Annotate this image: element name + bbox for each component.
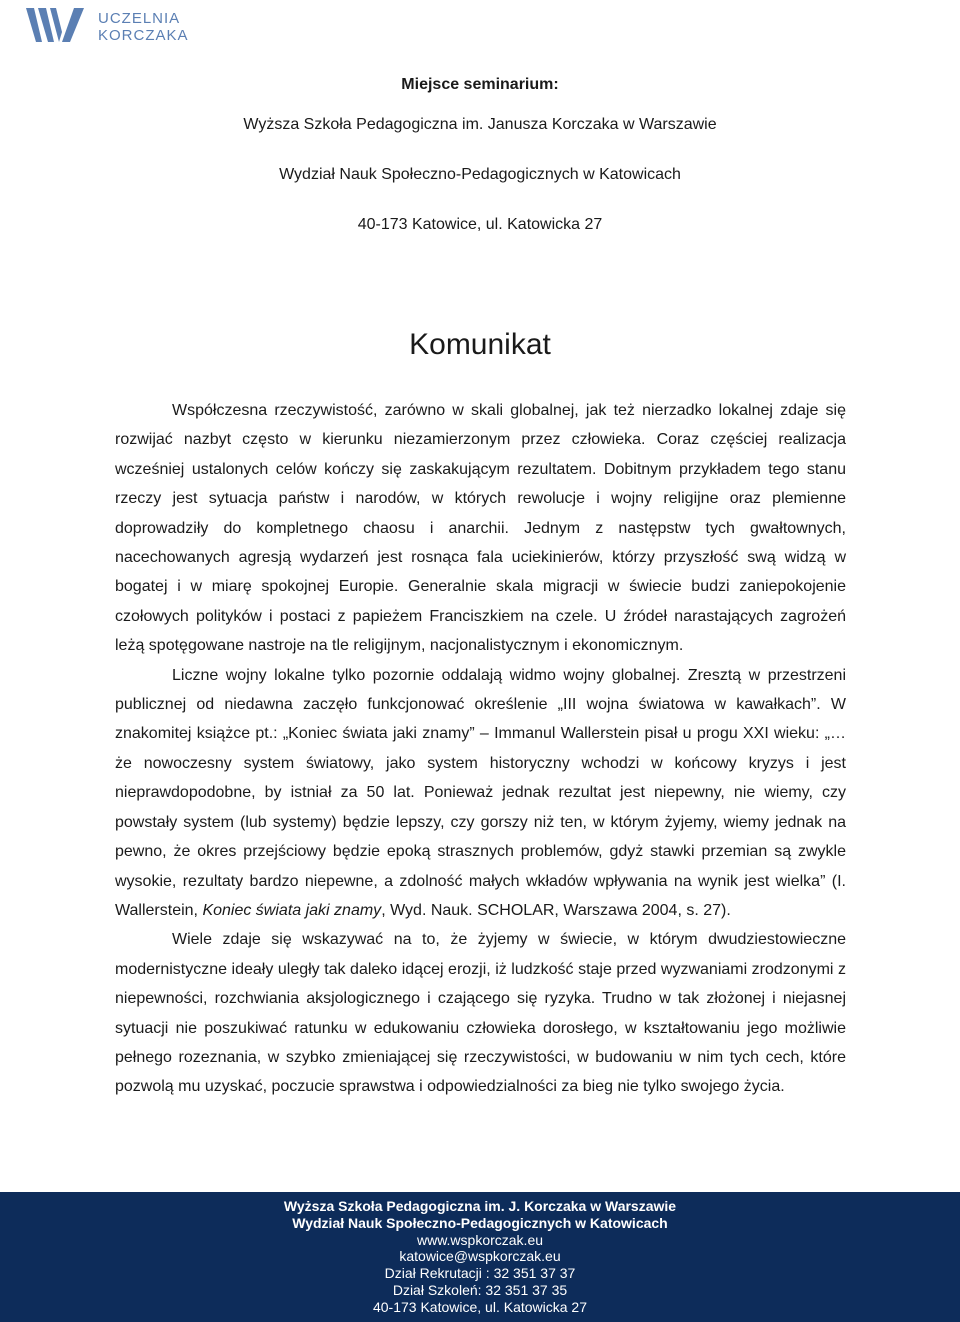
venue-faculty: Wydział Nauk Społeczno-Pedagogicznych w Katowicach <box>279 166 681 183</box>
footer-address: 40-173 Katowice, ul. Katowicka 27 <box>372 1298 587 1315</box>
university-logo <box>26 6 189 46</box>
footer <box>0 1192 960 1322</box>
logo-line-1: UCZELNIA <box>98 10 181 27</box>
venue-address: 40-173 Katowice, ul. Katowicka 27 <box>357 216 603 233</box>
article-body <box>115 396 846 1102</box>
logo-w-icon <box>26 6 90 44</box>
footer-recruitment-phone: Dział Rekrutacji : 32 351 37 37 <box>384 1265 576 1282</box>
footer-training-phone: Dział Szkoleń: 32 351 37 35 <box>392 1281 568 1298</box>
paragraph-3: Wiele zdaje się wskazywać na to, że żyjemy w świecie, w którym dwudziestowieczne modernistyczne ideały uległy tak daleko idącej erozji, iż ludzkość staje przed wyzwaniami zrodzonymi z niepewności, rozchwiania aksjologicznego i czającego się ryzyka. Trudno w tak złożonej i niejasnej sytuacji nie poszukiwać ratunku w edukowaniu człowieka dorosłego, w kształtowaniu jego możliwie pełnego rozeznania, w szybko zmieniającej się rzeczywistości, w budowaniu w nim tych cech, które pozwolą mu uzyskać, poczucie sprawstwa i odpowiedzialności za bieg nie tylko swojego życia. <box>115 931 846 1096</box>
paragraph-2-text: Liczne wojny lokalne tylko pozornie oddalają widmo wojny globalnej. Zresztą w przestrzeni publicznej od niedawna zaczęło funkcjonować określenie „III wojna światowa w kawałkach”. W znakomitej książce pt.: „Koniec świata jaki znamy” – Immanul Wallerstein pisał u progu XXI wieku: „…że nowoczesny system światowy, jako system historyczny wchodzi w końcowy kryzys i jest nieprawdopodobne, by istniał za 50 lat. Ponieważ jednak rezultat jest niepewny, nie wiemy, czy powstały system (lub systemy) będzie lepszy, czy gorszy niż ten, w którym żyjemy, wiemy jednak na pewno, że okres przejściowy będzie epoką strasznych problemów, gdyż stawki przemian są zwykle wysokie, rezultaty bardzo niepewne, a zdolność małych wkładów wpływania na wynik jest wielka” (I. Wallerstein, <box>115 666 846 919</box>
footer-faculty: Wydział Nauk Społeczno-Pedagogicznych w Katowicach <box>292 1214 668 1231</box>
paragraph-1: Współczesna rzeczywistość, zarówno w skali globalnej, jak też nierzadko lokalnej zdaje się rozwijać nazbyt często w kierunku niezamierzonym przez człowieka. Coraz częściej realizacja wcześniej ustalonych celów kończy się zaskakującym rezultatem. Dobitnym przykładem tego stanu rzeczy jest sytuacja państw i narodów, w których rewolucje i wojny religijne oraz plemienne doprowadziły do kompletnego chaosu i anarchii. Jednym z następstw tych gwałtownych, nacechowanych agresją wydarzeń jest rosnąca fala uciekinierów, którzy przyszłość swą widzą w bogatej i w miarę spokojnej Europie. Generalnie skala migracji w świecie budzi zaniepokojenie czołowych polityków i postaci z papieżem Franciszkiem na czele. U źródeł narastających zagrożeń leżą spotęgowane nastroje na tle religijnym, nacjonalistycznym i ekonomicznym. <box>115 402 846 655</box>
paragraph-2-citation: , Wyd. Nauk. SCHOLAR, Warszawa 2004, s. 27). <box>381 901 731 919</box>
logo-line-2: KORCZAKA <box>98 27 189 44</box>
venue-school: Wyższa Szkoła Pedagogiczna im. Janusza Korczaka w Warszawie <box>243 116 717 133</box>
venue-heading: Miejsce seminarium: <box>401 76 559 93</box>
footer-school: Wyższa Szkoła Pedagogiczna im. J. Korczaka w Warszawie <box>283 1198 677 1214</box>
paragraph-2 <box>115 661 846 926</box>
page-title: Komunikat <box>409 328 551 361</box>
logo-text <box>98 10 189 44</box>
venue-block <box>0 70 960 250</box>
footer-email-link[interactable]: katowice@wspkorczak.eu <box>399 1248 561 1265</box>
footer-website-link[interactable]: www.wspkorczak.eu <box>416 1231 544 1248</box>
book-title: Koniec świata jaki znamy <box>202 901 382 919</box>
